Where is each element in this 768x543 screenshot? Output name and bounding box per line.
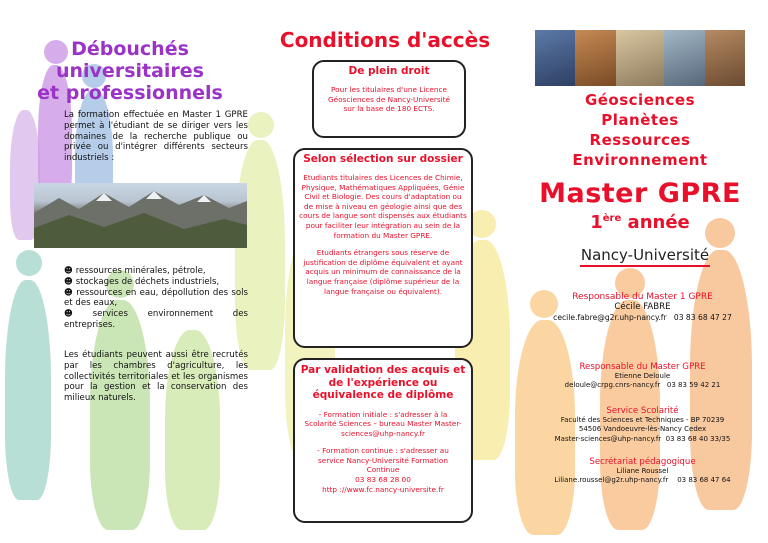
vae-phone: 03 83 68 28 00 bbox=[355, 475, 411, 485]
left-bullet-list bbox=[64, 266, 248, 331]
bullet-icon: ☻ bbox=[64, 266, 76, 276]
list-item: ☻ stockages de déchets industriels, bbox=[64, 276, 220, 287]
subject-lines: Géosciences Planètes Ressources Environnement bbox=[572, 91, 708, 169]
photo-collage bbox=[535, 30, 745, 86]
vae-initiale: - Formation initiale : s'adresser à la Scolarité Sciences – bureau Master Master-sciences@uhp-nancy.fr bbox=[304, 409, 462, 438]
vae-title: Par validation des acquis et de l'expérience ou équivalence de diplôme bbox=[300, 364, 466, 401]
contact-3: Service Scolarité Faculté des Sciences et Techniques - BP 70239 54506 Vandoeuvre-lès-Nancy Cedex Master-sciences@uhp-nancy.fr 03 83 68 40 33/35 bbox=[530, 407, 755, 444]
collage-tile bbox=[705, 30, 745, 86]
left-title-line1: Débouchés universitaires bbox=[55, 38, 204, 82]
collage-tile bbox=[535, 30, 575, 86]
contact-3-line: Master-sciences@uhp-nancy.fr 03 83 68 40 33/35 bbox=[554, 434, 731, 443]
selection-title: Selon sélection sur dossier bbox=[303, 153, 463, 165]
plein-droit-text: Pour les titulaires d'une Licence Géosciences de Nancy-Université sur la base de 180 ECTS. bbox=[328, 85, 450, 114]
contact-4-line: Liliane.roussel@g2r.uhp-nancy.fr 03 83 68 47 64 bbox=[554, 476, 731, 485]
contact-1-line: cecile.fabre@g2r.uhp-nancy.fr 03 83 68 47 27 bbox=[553, 312, 732, 322]
contact-2: Responsable du Master GPRE Etienne Deloule deloule@crpg.cnrs-nancy.fr 03 83 59 42 21 bbox=[530, 363, 755, 391]
collage-tile bbox=[616, 30, 664, 86]
selection-text-1: Etudiants titulaires des Licences de Chimie, Physique, Mathématiques Appliquées, Génie Civil et Biologie. Des cours d'adaptation ou de mise à niveau en géologie ainsi que des cours de langue sont dispensés aux étudiants pour faciliter leur intégration au sein de la formation du Master GPRE. bbox=[299, 173, 467, 240]
left-intro: La formation effectuée en Master 1 GPRE permet à l'étudiant de se diriger vers les domaines de la recherche publique ou privée ou d'intégrer différents secteurs industriels : bbox=[64, 110, 248, 164]
bullet-icon: ☻ bbox=[64, 309, 93, 320]
mountain-photo bbox=[34, 183, 247, 248]
contact-2-line: deloule@crpg.cnrs-nancy.fr 03 83 59 42 21 bbox=[564, 381, 721, 390]
contact-1: Responsable du Master 1 GPRE Cécile FABRE cecile.fabre@g2r.uhp-nancy.fr 03 83 68 47 27 bbox=[530, 293, 755, 322]
master-title: Master GPRE bbox=[539, 178, 741, 209]
vae-box bbox=[293, 358, 473, 523]
plein-droit-box bbox=[312, 60, 466, 138]
list-item: ☻ ressources minérales, pétrole, bbox=[64, 266, 206, 276]
list-item: ☻ ressources en eau, dépollution des sols et des eaux, bbox=[64, 287, 248, 309]
left-title bbox=[20, 38, 240, 104]
vae-url[interactable]: http ://www.fc.nancy-universite.fr bbox=[322, 484, 444, 494]
logo-underline bbox=[580, 265, 710, 267]
selection-text-2: Etudiants étrangers sous réserve de justification de diplôme équivalent et ayant acquis un minimum de connaissance de la langue française (diplôme supérieur de la langue française ou équivalent). bbox=[303, 248, 463, 296]
left-outro: Les étudiants peuvent aussi être recrutés par les chambres d'agriculture, les collectivités territoriales et les organismes pour la gestion et la conservation des milieux naturels. bbox=[64, 350, 248, 404]
left-title-line2: et professionnels bbox=[37, 82, 223, 104]
contact-4: Secrétariat pédagogique Liliane Roussel Liliane.roussel@g2r.uhp-nancy.fr 03 83 68 47 64 bbox=[530, 458, 755, 486]
collage-tile bbox=[575, 30, 615, 86]
mountain-shapes bbox=[34, 183, 247, 248]
bullet-icon: ☻ bbox=[64, 287, 77, 298]
vae-continue: - Formation continue : s'adresser au service Nancy-Université Formation Continue bbox=[317, 446, 449, 475]
bullet-icon: ☻ bbox=[64, 276, 76, 287]
list-item: ☻ services environnement des entreprises. bbox=[64, 309, 248, 330]
plein-droit-title: De plein droit bbox=[348, 65, 430, 77]
collage-tile bbox=[664, 30, 704, 86]
selection-box bbox=[293, 148, 473, 348]
university-logo: Nancy-Université bbox=[575, 246, 715, 267]
conditions-title: Conditions d'accès bbox=[279, 28, 491, 52]
year-label: 1ère année bbox=[590, 212, 690, 233]
